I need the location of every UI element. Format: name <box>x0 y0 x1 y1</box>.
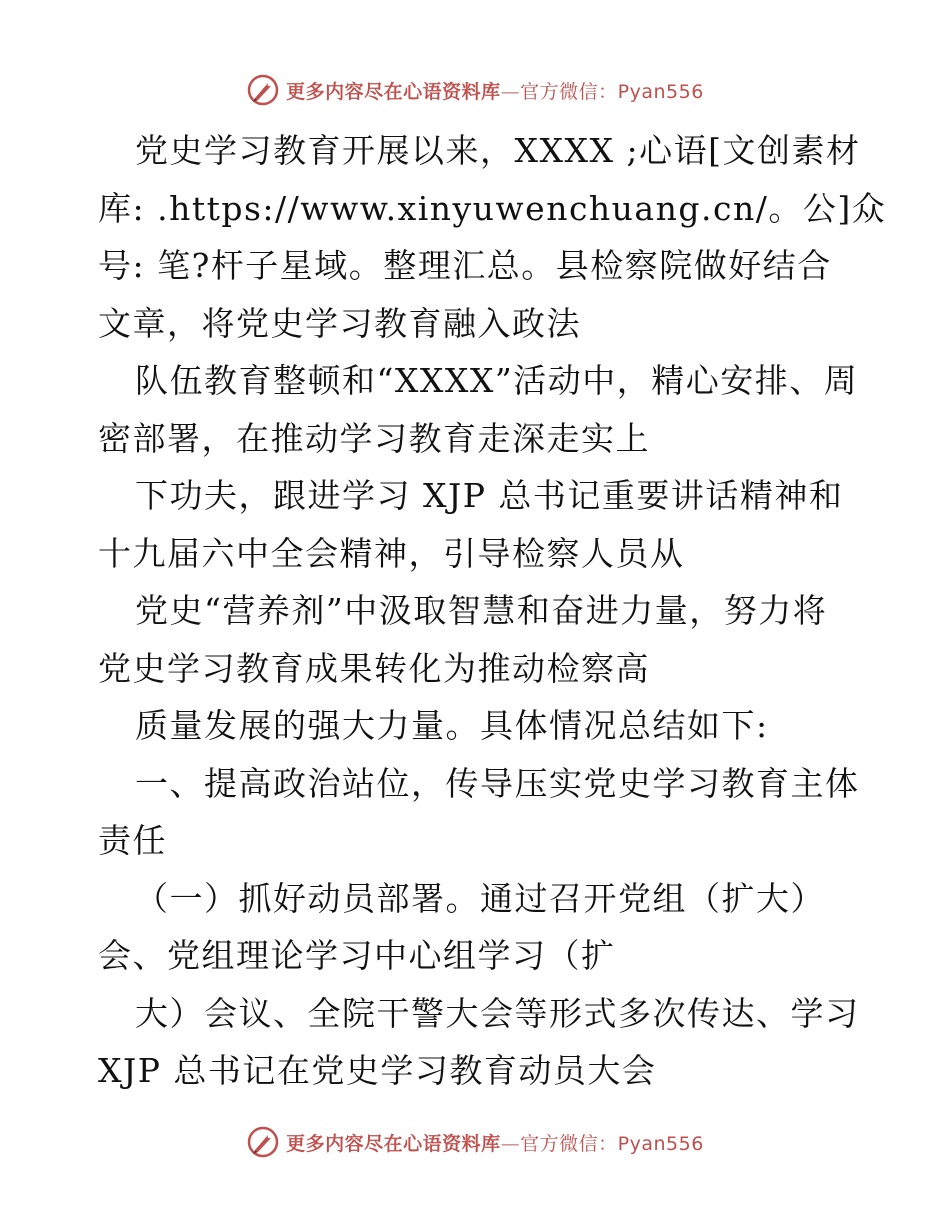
text-line: 党史学习教育成果转化为推动检察高 <box>98 648 650 688</box>
watermark-contact: 官方微信：Pyan556 <box>520 1132 704 1155</box>
document-body <box>98 122 887 1100</box>
pen-logo-icon <box>246 1125 280 1159</box>
text-line: 会、党组理论学习中心组学习（扩 <box>98 936 616 975</box>
watermark-dash: — <box>500 1132 521 1155</box>
pen-logo-icon <box>246 73 280 107</box>
watermark-footer <box>0 1122 950 1162</box>
text-line: 十九届六中全会精神，引导检察人员从 <box>98 533 685 573</box>
text-line: 责任 <box>98 821 167 860</box>
text-line: 党史“营养剂”中汲取智慧和奋进力量，努力将 <box>135 591 828 630</box>
text-line: 文章，将党史学习教育融入政法 <box>98 303 581 343</box>
text-line: 号: 笔?杆子星域。整理汇总。县检察院做好结合 <box>98 246 832 285</box>
text-line: 一、提高政治站位，传导压实党史学习教育主体 <box>135 763 860 803</box>
text-line: 队伍教育整顿和“XXXX”活动中，精心安排、周 <box>135 361 859 400</box>
text-line: 密部署，在推动学习教育走深走实上 <box>98 418 650 458</box>
watermark-header <box>0 70 950 110</box>
text-line: 库: .https://www.xinyuwenchuang.cn/。公]众 <box>98 188 887 228</box>
text-line: 大）会议、全院干警大会等形式多次传达、学习 <box>135 993 860 1033</box>
text-line: 质量发展的强大力量。具体情况总结如下: <box>135 706 769 745</box>
text-line: 下功夫，跟进学习 XJP 总书记重要讲话精神和 <box>135 476 844 515</box>
watermark-dash: — <box>500 80 521 103</box>
watermark-title: 更多内容尽在心语资料库 <box>286 1132 501 1155</box>
watermark-title: 更多内容尽在心语资料库 <box>286 80 501 103</box>
text-line: 党史学习教育开展以来，XXXX ;心语[文创素材 <box>135 131 861 170</box>
text-line: XJP 总书记在党史学习教育动员大会 <box>98 1051 657 1090</box>
watermark-contact: 官方微信：Pyan556 <box>520 80 704 103</box>
text-line: （一）抓好动员部署。通过召开党组（扩大） <box>135 878 825 918</box>
